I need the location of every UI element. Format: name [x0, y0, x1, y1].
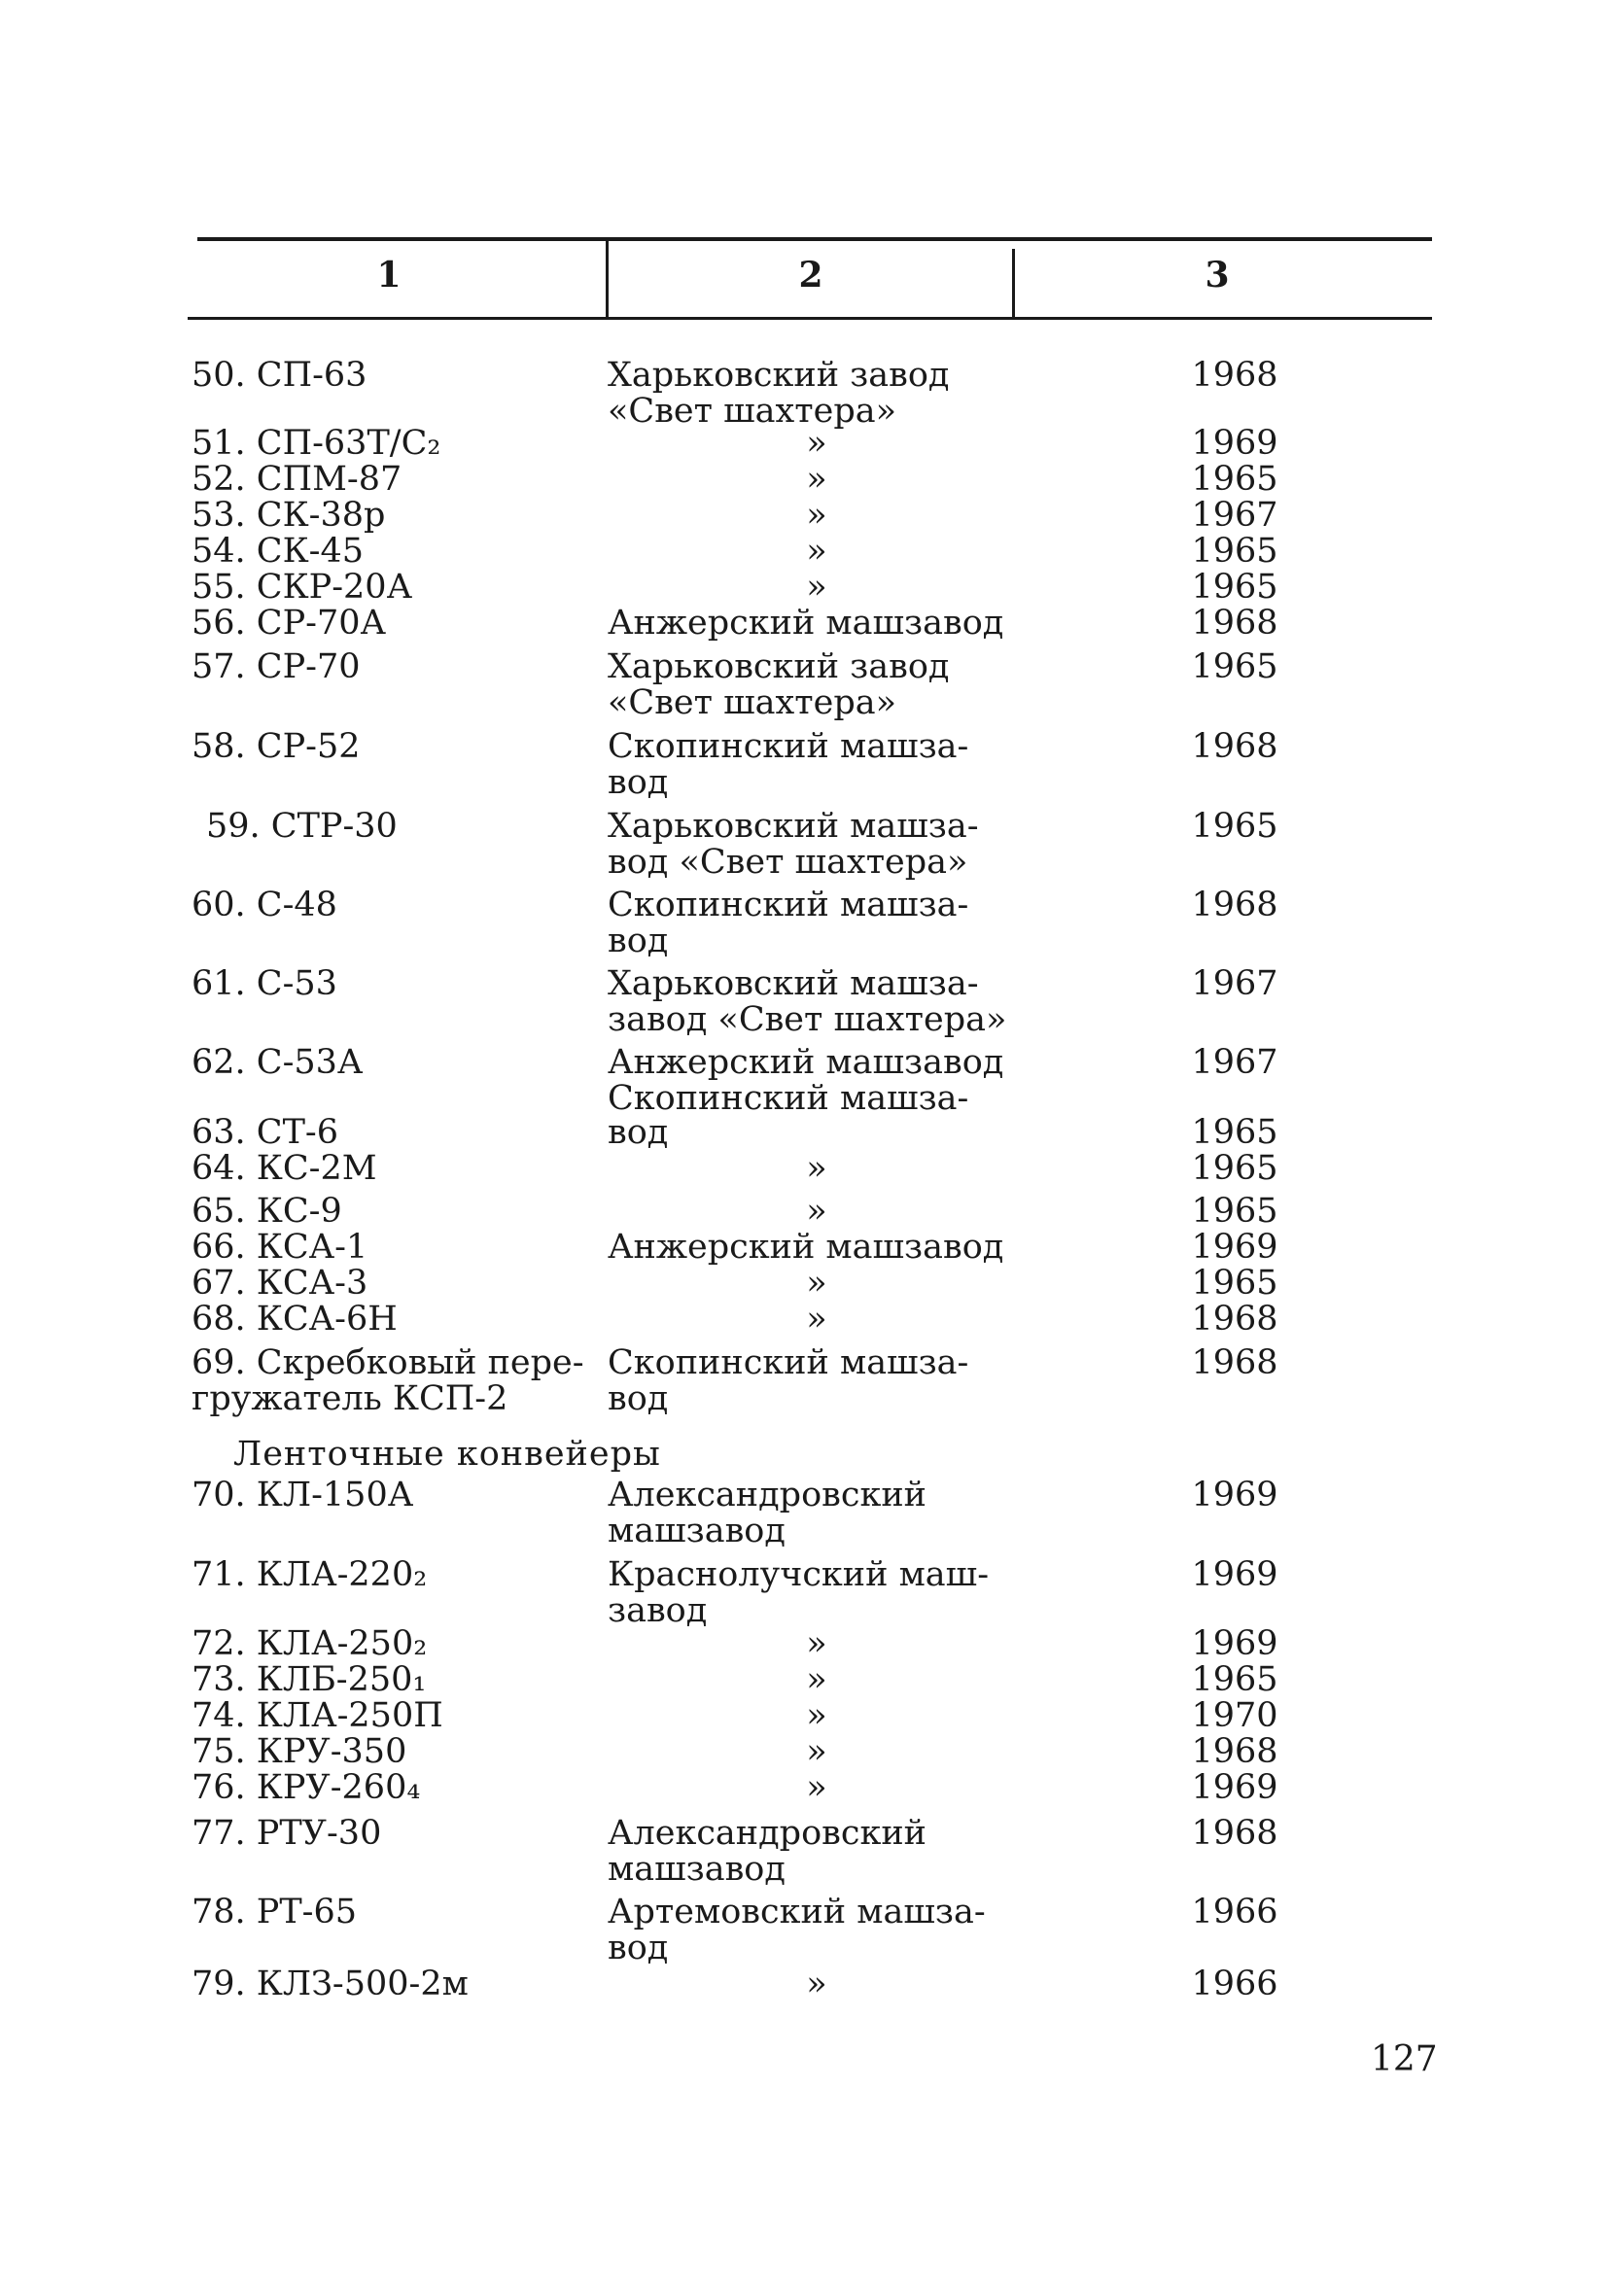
year-cell: 1968 — [1191, 727, 1278, 766]
year-cell: 1968 — [1191, 604, 1278, 643]
table-top-rule — [197, 237, 1432, 241]
year-cell: 1965 — [1191, 1660, 1278, 1699]
ditto-mark: » — [806, 1192, 827, 1231]
manufacturer-cell: Анжерский машзавод — [608, 604, 1004, 643]
year-cell: 1969 — [1191, 424, 1278, 463]
manufacturer-cell: Анжерский машзавод — [608, 1228, 1004, 1267]
model-cell: 76. КРУ-260₄ — [192, 1768, 421, 1807]
year-cell: 1965 — [1191, 647, 1278, 686]
header-col-1: 1 — [376, 255, 402, 296]
year-cell: 1969 — [1191, 1228, 1278, 1267]
year-cell: 1967 — [1191, 1043, 1278, 1082]
table-col-divider-1 — [606, 241, 609, 317]
manufacturer-cell: Скопинский машза- вод — [608, 727, 969, 802]
model-cell: 58. СР-52 — [192, 727, 361, 766]
ditto-mark: » — [806, 1624, 827, 1663]
ditto-mark: » — [806, 1264, 827, 1303]
manufacturer-cell: Анжерский машзавод Скопинский машза- — [608, 1043, 1004, 1118]
header-col-2: 2 — [798, 255, 823, 296]
year-cell: 1969 — [1191, 1476, 1278, 1514]
ditto-mark: » — [806, 1149, 827, 1188]
model-cell: 55. СКР-20А — [192, 568, 413, 607]
page-number: 127 — [1371, 2039, 1438, 2079]
model-cell: 75. КРУ-350 — [192, 1732, 407, 1771]
manufacturer-cell: Харьковский завод «Свет шахтера» — [608, 356, 950, 431]
year-cell: 1970 — [1191, 1696, 1278, 1735]
ditto-mark: » — [806, 1696, 827, 1735]
ditto-mark: » — [806, 532, 827, 571]
model-cell: 57. СР-70 — [192, 647, 361, 686]
year-cell: 1968 — [1191, 1343, 1278, 1382]
model-cell: 63. СТ-6 — [192, 1113, 339, 1152]
model-cell: 68. КСА-6Н — [192, 1300, 398, 1339]
manufacturer-cell: вод — [608, 1113, 669, 1152]
ditto-mark: » — [806, 424, 827, 463]
model-cell: 60. С-48 — [192, 886, 337, 924]
ditto-mark: » — [806, 1300, 827, 1339]
table-header-bottom-rule — [188, 317, 1432, 320]
manufacturer-cell: Краснолучский маш- завод — [608, 1555, 990, 1630]
year-cell: 1968 — [1191, 1300, 1278, 1339]
year-cell: 1968 — [1191, 886, 1278, 924]
year-cell: 1965 — [1191, 807, 1278, 846]
year-cell: 1965 — [1191, 1264, 1278, 1303]
model-cell: 73. КЛБ-250₁ — [192, 1660, 427, 1699]
year-cell: 1966 — [1191, 1965, 1278, 2003]
year-cell: 1969 — [1191, 1624, 1278, 1663]
manufacturer-cell: Артемовский машза- вод — [608, 1893, 986, 1967]
ditto-mark: » — [806, 1965, 827, 2003]
ditto-mark: » — [806, 496, 827, 535]
manufacturer-cell: Харьковский машза- вод «Свет шахтера» — [608, 807, 979, 882]
year-cell: 1965 — [1191, 568, 1278, 607]
ditto-mark: » — [806, 1660, 827, 1699]
header-col-3: 3 — [1205, 255, 1230, 296]
year-cell: 1966 — [1191, 1893, 1278, 1931]
year-cell: 1968 — [1191, 1814, 1278, 1853]
model-cell: 51. СП-63Т/С₂ — [192, 424, 441, 463]
model-cell: 61. С-53 — [192, 964, 337, 1003]
model-cell: 54. СК-45 — [192, 532, 365, 571]
year-cell: 1968 — [1191, 1732, 1278, 1771]
model-cell: 53. СК-38р — [192, 496, 386, 535]
year-cell: 1965 — [1191, 532, 1278, 571]
ditto-mark: » — [806, 460, 827, 499]
model-cell: 52. СПМ-87 — [192, 460, 402, 499]
manufacturer-cell: Александровский машзавод — [608, 1814, 926, 1889]
year-cell: 1967 — [1191, 496, 1278, 535]
year-cell: 1967 — [1191, 964, 1278, 1003]
table-col-divider-2 — [1012, 249, 1015, 317]
model-cell: 56. СР-70А — [192, 604, 386, 643]
ditto-mark: » — [806, 568, 827, 607]
model-cell: 72. КЛА-250₂ — [192, 1624, 428, 1663]
manufacturer-cell: Харьковский машза- завод «Свет шахтера» — [608, 964, 1007, 1039]
ditto-mark: » — [806, 1732, 827, 1771]
year-cell: 1969 — [1191, 1555, 1278, 1594]
section-title: Ленточные конвейеры — [233, 1435, 661, 1474]
model-cell: 67. КСА-3 — [192, 1264, 368, 1303]
model-cell: 70. КЛ-150А — [192, 1476, 414, 1514]
manufacturer-cell: Скопинский машза- вод — [608, 1343, 969, 1418]
year-cell: 1965 — [1191, 460, 1278, 499]
model-cell: 50. СП-63 — [192, 356, 367, 395]
year-cell: 1965 — [1191, 1192, 1278, 1231]
year-cell: 1968 — [1191, 356, 1278, 395]
manufacturer-cell: Скопинский машза- вод — [608, 886, 969, 960]
model-cell: 64. КС-2М — [192, 1149, 377, 1188]
model-cell: 77. РТУ-30 — [192, 1814, 382, 1853]
model-cell: 59. СТР-30 — [206, 807, 398, 846]
model-cell: 66. КСА-1 — [192, 1228, 368, 1267]
year-cell: 1965 — [1191, 1113, 1278, 1152]
year-cell: 1969 — [1191, 1768, 1278, 1807]
model-cell: 69. Скребковый пере- гружатель КСП-2 — [192, 1343, 584, 1418]
year-cell: 1965 — [1191, 1149, 1278, 1188]
manufacturer-cell: Александровский машзавод — [608, 1476, 926, 1550]
model-cell: 71. КЛА-220₂ — [192, 1555, 428, 1594]
model-cell: 62. С-53А — [192, 1043, 364, 1082]
model-cell: 65. КС-9 — [192, 1192, 342, 1231]
model-cell: 78. РТ-65 — [192, 1893, 358, 1931]
model-cell: 74. КЛА-250П — [192, 1696, 443, 1735]
ditto-mark: » — [806, 1768, 827, 1807]
manufacturer-cell: Харьковский завод «Свет шахтера» — [608, 647, 950, 722]
model-cell: 79. КЛЗ-500-2м — [192, 1965, 469, 2003]
